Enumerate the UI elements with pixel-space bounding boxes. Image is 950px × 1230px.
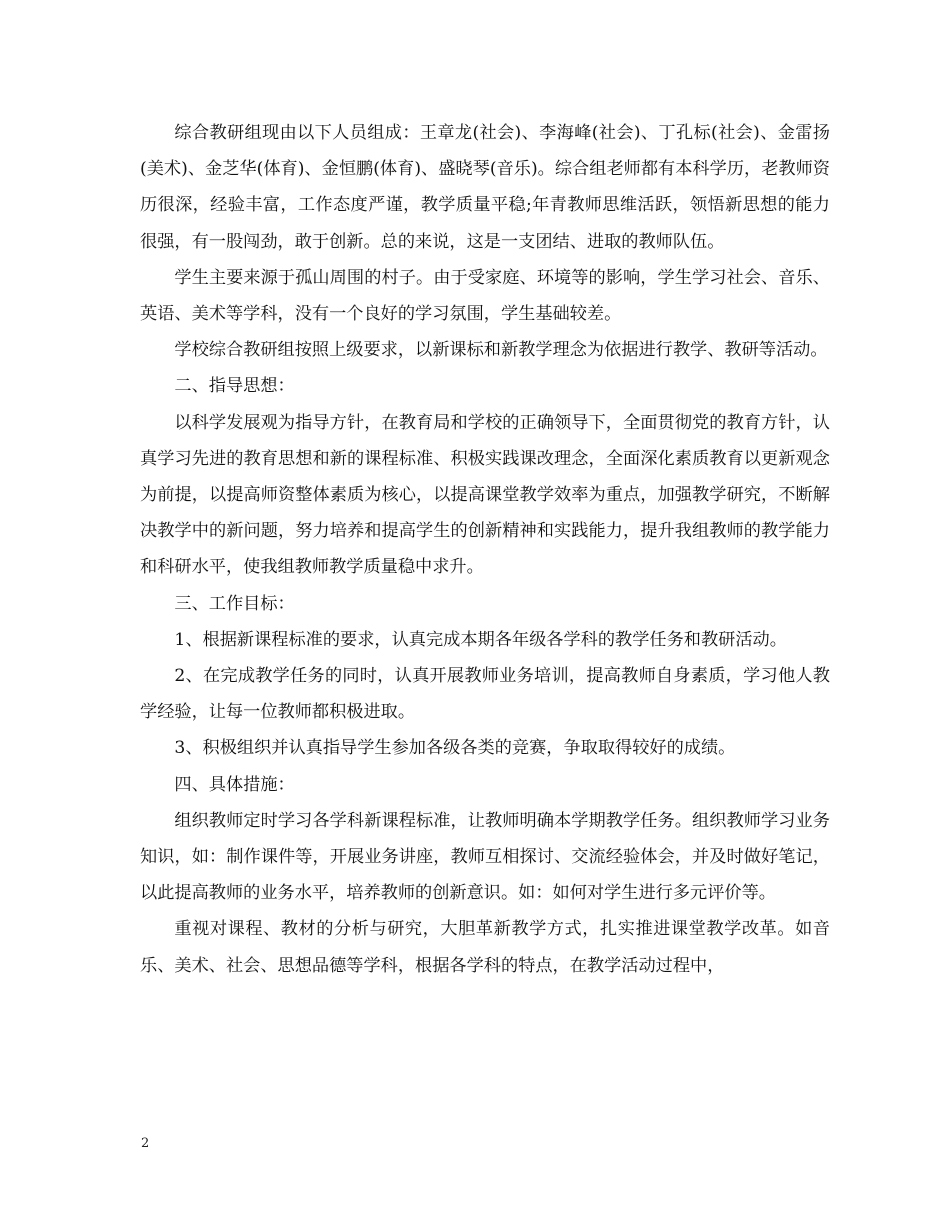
- document-body: [140, 115, 830, 984]
- paragraph-student-background: 学生主要来源于孤山周围的村子。由于受家庭、环境等的影响，学生学习社会、音乐、英语、美术等学科，没有一个良好的学习氛围，学生基础较差。: [140, 267, 830, 325]
- goal-item-1: 1、根据新课程标准的要求，认真完成本期各年级各学科的教学任务和教研活动。: [174, 629, 787, 650]
- goal-item-2: 2、在完成教学任务的同时，认真开展教师业务培训，提高教师自身素质，学习他人教学经验，让每一位教师都积极进取。: [140, 666, 830, 723]
- paragraph-staff-composition: 综合教研组现由以下人员组成：王章龙(社会)、李海峰(社会)、丁孔标(社会)、金雷扬(美术)、金芝华(体育)、金恒鹏(体育)、盛晓琴(音乐)。综合组老师都有本科学历，老教师资历很深，经验丰富，工作态度严谨，教学质量平稳;年青教师思维活跃，领悟新思想的能力很强，有一股闯劲，敢于创新。总的来说，这是一支团结、进取的教师队伍。: [140, 123, 830, 252]
- goal-item-3: 3、积极组织并认真指导学生参加各级各类的竞赛，争取取得较好的成绩。: [174, 738, 736, 759]
- paragraph-measure-study: 组织教师定时学习各学科新课程标准，让教师明确本学期教学任务。组织教师学习业务知识，如：制作课件等，开展业务讲座，教师互相探讨、交流经验体会，并及时做好笔记，以此提高教师的业务水平，培养教师的创新意识。如：如何对学生进行多元评价等。: [140, 810, 830, 904]
- paragraph-guiding-ideology: 以科学发展观为指导方针，在教育局和学校的正确领导下，全面贯彻党的教育方针，认真学习先进的教育思想和新的课程标准、积极实践课改理念，全面深化素质教育以更新观念为前提，以提高师资整体素质为核心，以提高课堂教学效率为重点，加强教学研究，不断解决教学中的新问题，努力培养和提高学生的创新精神和实践能力，提升我组教师的教学能力和科研水平，使我组教师教学质量稳中求升。: [140, 412, 830, 578]
- heading-work-goals: 三、工作目标：: [174, 593, 295, 614]
- paragraph-group-activities: 学校综合教研组按照上级要求，以新课标和新教学理念为依据进行教学、教研等活动。: [174, 340, 828, 361]
- page-number: 2: [141, 1136, 150, 1151]
- heading-specific-measures: 四、具体措施：: [174, 774, 295, 795]
- heading-guiding-ideology: 二、指导思想：: [174, 376, 295, 397]
- paragraph-measure-curriculum: 重视对课程、教材的分析与研究，大胆革新教学方式，扎实推进课堂教学改革。如音乐、美术、社会、思想品德等学科，根据各学科的特点，在教学活动过程中，: [140, 919, 830, 976]
